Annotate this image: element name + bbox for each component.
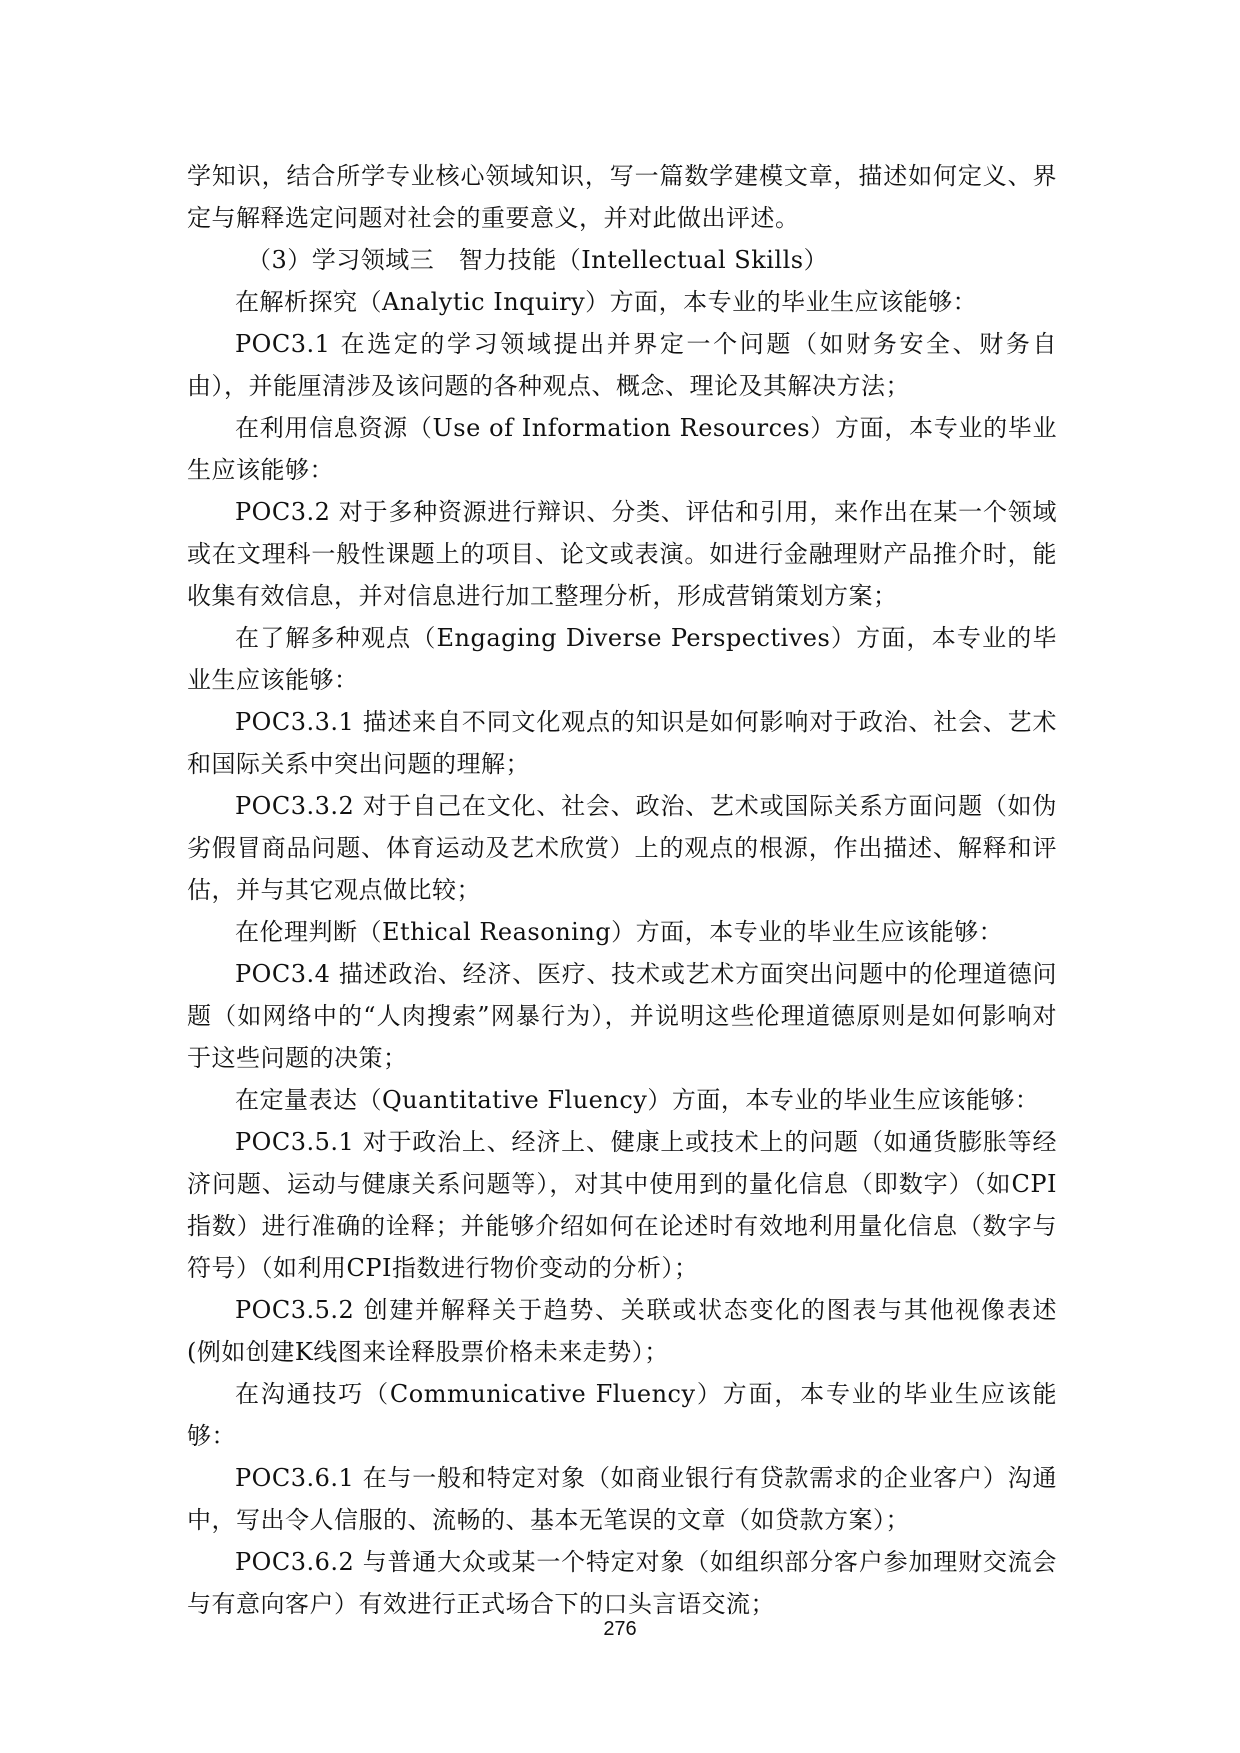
paragraph-poc3-2: POC3.2 对于多种资源进行辩识、分类、评估和引用，来作出在某一个领域或在文理科一般性课题上的项目、论文或表演。如进行金融理财产品推介时，能收集有效信息，并对信息进行加工整理分析，形成营销策划方案； [187,498,1057,610]
paragraph-poc3-6-2: POC3.6.2 与普通大众或某一个特定对象（如组织部分客户参加理财交流会与有意向客户）有效进行正式场合下的口头言语交流； [187,1548,1057,1618]
paragraph-poc3-3-1: POC3.3.1 描述来自不同文化观点的知识是如何影响对于政治、社会、艺术和国际关系中突出问题的理解； [187,708,1057,778]
page-number: 276 [603,1618,637,1640]
paragraph-diverse-perspectives-intro: 在了解多种观点（Engaging Diverse Perspectives）方面，本专业的毕业生应该能够： [187,624,1057,694]
paragraph-ethical-reasoning-intro: 在伦理判断（Ethical Reasoning）方面，本专业的毕业生应该能够： [235,918,1004,946]
paragraph-communicative-fluency-intro: 在沟通技巧（Communicative Fluency）方面，本专业的毕业生应该能够： [187,1380,1057,1450]
paragraph-poc3-3-2: POC3.3.2 对于自己在文化、社会、政治、艺术或国际关系方面问题（如伪劣假冒商品问题、体育运动及艺术欣赏）上的观点的根源，作出描述、解释和评估，并与其它观点做比较； [187,792,1057,904]
paragraph-poc3-5-2: POC3.5.2 创建并解释关于趋势、关联或状态变化的图表与其他视像表述(例如创建K线图来诠释股票价格未来走势）； [187,1296,1057,1366]
paragraph-poc3-5-1: POC3.5.1 对于政治上、经济上、健康上或技术上的问题（如通货膨胀等经济问题、运动与健康关系问题等），对其中使用到的量化信息（即数字）（如CPI指数）进行准确的诠释；并能够介绍如何在论述时有效地利用量化信息（数字与符号）（如利用CPI指数进行物价变动的分析）； [187,1128,1057,1282]
paragraph-analytic-inquiry-intro: 在解析探究（Analytic Inquiry）方面，本专业的毕业生应该能够： [235,288,978,316]
paragraph-quantitative-fluency-intro: 在定量表达（Quantitative Fluency）方面，本专业的毕业生应该能够： [235,1086,1040,1114]
document-body [187,155,1057,1625]
paragraph-poc3-6-1: POC3.6.1 在与一般和特定对象（如商业银行有贷款需求的企业客户）沟通中，写出令人信服的、流畅的、基本无笔误的文章（如贷款方案）； [187,1464,1057,1534]
paragraph-poc3-4: POC3.4 描述政治、经济、医疗、技术或艺术方面突出问题中的伦理道德问题（如网络中的“人肉搜索”网暴行为），并说明这些伦理道德原则是如何影响对于这些问题的决策； [187,960,1057,1072]
paragraph-continuation: 学知识，结合所学专业核心领域知识，写一篇数学建模文章，描述如何定义、界定与解释选定问题对社会的重要意义，并对此做出评述。 [187,162,1057,232]
section-heading-intellectual-skills: （3）学习领域三 智力技能（Intellectual Skills） [247,246,829,274]
paragraph-poc3-1: POC3.1 在选定的学习领域提出并界定一个问题（如财务安全、财务自由），并能厘清涉及该问题的各种观点、概念、理论及其解决方法； [187,330,1057,400]
paragraph-information-resources-intro: 在利用信息资源（Use of Information Resources）方面，本专业的毕业生应该能够： [187,414,1057,484]
